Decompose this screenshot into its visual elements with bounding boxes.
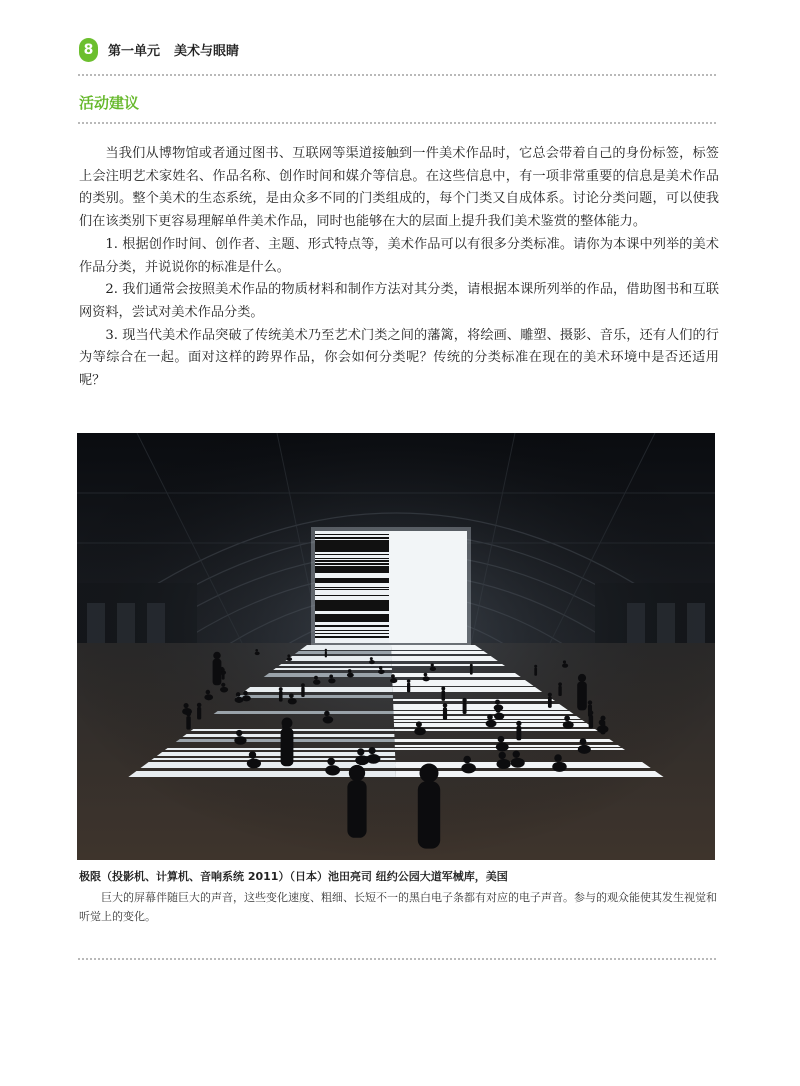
unit-header — [108, 40, 239, 59]
section-divider — [78, 122, 716, 124]
artwork-photo — [77, 433, 715, 860]
activity-item-3: 3. 现当代美术作品突破了传统美术乃至艺术门类之间的藩篱，将绘画、雕塑、摄影、音乐，还有人们的行为等综合在一起。面对这样的跨界作品，你会如何分类呢？传统的分类标准在现在的美术环境中是否还适用呢？ — [79, 327, 719, 389]
activity-item-1: 1. 根据创作时间、创作者、主题、形式特点等，美术作品可以有很多分类标准。请你为本课中列举的美术作品分类，并说说你的标准是什么。 — [79, 236, 719, 275]
figure-caption-title: 极限（投影机、计算机、音响系统 2011）（日本）池田亮司 纽约公园大道军械库，美国 — [79, 870, 508, 883]
header-divider — [78, 74, 716, 76]
screen-stripes — [311, 527, 471, 647]
intro-paragraph: 当我们从博物馆或者通过图书、互联网等渠道接触到一件美术作品时，它总会带着自己的身份标签，标签上会注明艺术家姓名、作品名称、创作时间和媒介等信息。在这些信息中，有一项非常重要的信息是美术作品的类别。整个美术的生态系统，是由众多不同的门类组成的，每个门类又自成体系。讨论分类问题，可以使我们在该类别下更容易理解单件美术作品，同时也能够在大的层面上提升我们美术鉴赏的整体能力。 — [79, 146, 719, 230]
figure-caption-text: 巨大的屏幕伴随巨大的声音，这些变化速度、粗细、长短不一的黑白电子条都有对应的电子声音。参与的观众能使其发生视觉和听觉上的变化。 — [79, 891, 717, 923]
activity-body — [79, 143, 719, 393]
activity-item-2: 2. 我们通常会按照美术作品的物质材料和制作方法对其分类，请根据本课所列举的作品，借助图书和互联网资料，尝试对美术作品分类。 — [79, 282, 719, 320]
page-number: 8 — [79, 38, 98, 62]
footer-divider — [78, 958, 716, 960]
unit-label: 第一单元 — [108, 44, 161, 59]
installation-image — [77, 433, 715, 860]
unit-title: 美术与眼睛 — [174, 44, 240, 59]
section-title: 活动建议 — [79, 94, 140, 112]
